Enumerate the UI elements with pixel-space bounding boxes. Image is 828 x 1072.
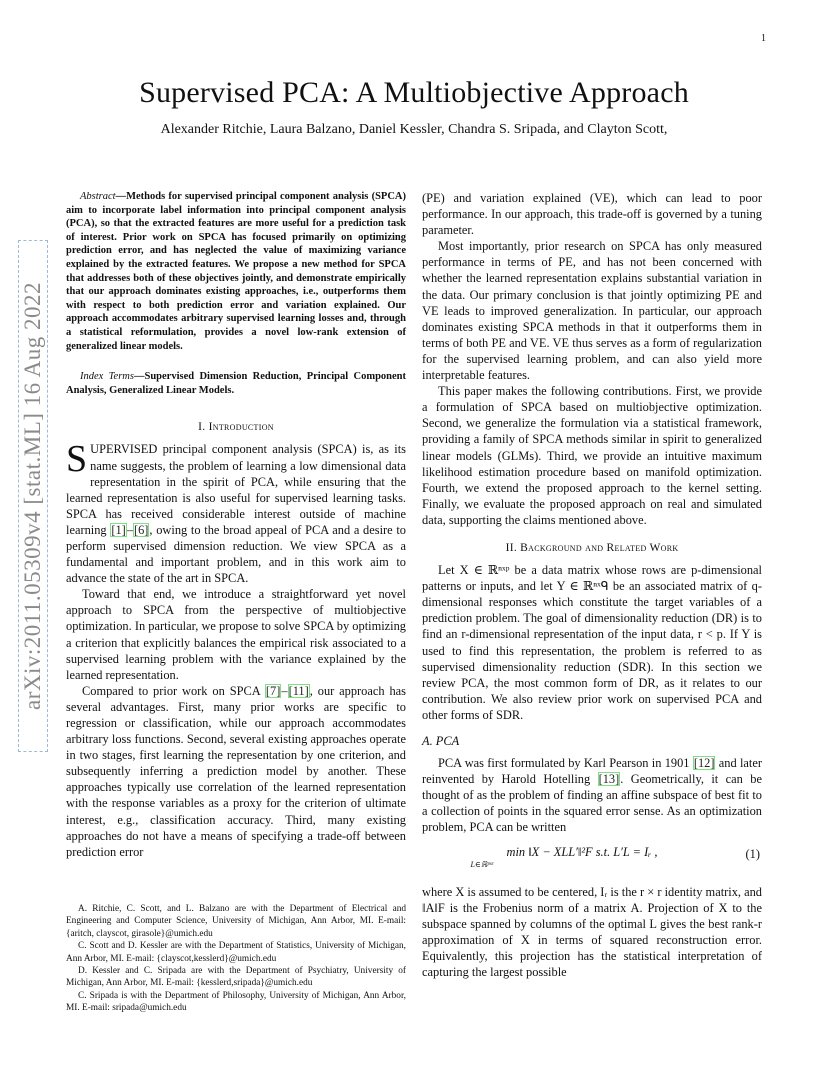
footnote: C. Sripada is with the Department of Philosophy, University of Michigan, Ann Arbor, MI. E-mail: sripada@umich.edu — [66, 990, 406, 1014]
right-column — [422, 190, 762, 980]
footnote: A. Ritchie, C. Scott, and L. Balzano are with the Department of Electrical and Engineering and Computer Science, University of Michigan, Ann Arbor, MI. E-mail: {aritch, clayscot, girasole}@umich.edu — [66, 904, 406, 939]
equation-body — [442, 844, 722, 873]
section-heading-introduction: I. Introduction — [198, 421, 274, 434]
equation-number: (1) — [745, 846, 760, 861]
paragraph-pca-history: PCA was first formulated by Karl Pearson in 1901 [12] and later reinvented by Harold Hotelling [13]. Geometrically, it can be thought of as the problem of finding an affine subspace of best fit to a collection of points in the squared error sense. As an optimization problem, PCA can be written — [422, 756, 762, 835]
abstract-label: Abstract — [80, 191, 116, 202]
author-list: Alexander Ritchie, Laura Balzano, Daniel Kessler, Chandra S. Sripada, and Clayton Scott, — [160, 122, 668, 137]
equation-1 — [422, 842, 762, 876]
index-terms-label: Index Terms — [80, 371, 134, 383]
citation-link[interactable]: [6] — [133, 522, 149, 537]
intro-paragraph-1: SUPERVISED principal component analysis (SPCA) is, as its name suggests, the problem of learning a low dimensional data representation in the spirit of PCA, while ensuring that the learned representation is also useful for supervised learning tasks. SPCA has received considerable interest outside of machine learning [1]–[6], owing to the broad appeal of PCA and a desire to perform supervised dimension reduction. We view SPCA as a fundamental and important problem, and in this work aim to advance the state of the art in SPCA. — [66, 438, 406, 586]
paragraph-pca-definition: where X is assumed to be centered, Iᵣ is the r × r identity matrix, and ‖A‖F is the Frobenius norm of a matrix A. Projection of X to the subspace spanned by columns of the optimal L gives the best rank-r approximation of X in terms of squared reconstruction error. Equivalently, this projection has the statistical interpretation of capturing the largest possible — [422, 884, 762, 980]
paragraph-importance: Most importantly, prior research on SPCA has only measured performance in terms of PE, and has not been concerned with whether the learned representation explains substantial variation in the data. Our primary conclusion is that jointly optimizing PE and VE leads to improved generalization. In particular, our approach dominates existing SPCA methods in that it outperforms them in terms of both PE and VE. VE thus serves as a form of regularization for the supervised learning problem, and can also yield more interpretable features. — [422, 239, 762, 383]
continued-paragraph: (PE) and variation explained (VE), which can lead to poor performance. In our approach, this trade-off is governed by a tuning parameter. — [422, 191, 762, 238]
citation-link[interactable]: [1] — [111, 522, 126, 537]
section-heading-background: II. Background and Related Work — [505, 541, 679, 554]
intro-paragraph-2: Toward that end, we introduce a straightforward yet novel approach to SPCA from the perspective of multiobjective optimization. In particular, we propose to solve SPCA by optimizing a criterion that explicitly balances the empirical risk associated to a supervised learning problem with the variance explained by the learned representation. — [66, 587, 406, 682]
equation-expression: min ‖X − XLL′‖²F s.t. L′L = Iᵣ , — [506, 844, 658, 859]
subsection-heading-pca: A. PCA — [422, 734, 460, 748]
citation-link[interactable]: [7] — [265, 683, 281, 698]
citation-link[interactable]: [13] — [598, 772, 620, 787]
footnotes — [66, 903, 406, 1015]
footnote: D. Kessler and C. Sripada are with the Department of Psychiatry, University of Michigan, Ann Arbor, MI. E-mail: {kesslerd,sripada}@umich.edu — [66, 966, 406, 989]
citation-link[interactable]: [12] — [693, 756, 715, 771]
footnote: C. Scott and D. Kessler are with the Department of Statistics, University of Michigan, Ann Arbor, MI. E-mail: {clayscot,kesslerd}@umich.edu — [66, 941, 406, 964]
left-column — [66, 190, 406, 860]
citation-link[interactable]: [11] — [288, 683, 309, 698]
abstract — [66, 190, 406, 353]
arxiv-identifier: arXiv:2011.05309v4 [stat.ML] 16 Aug 2022 — [20, 282, 45, 711]
page-number: 1 — [761, 33, 766, 44]
abstract-text: —Methods for supervised principal component analysis (SPCA) aim to incorporate label information into principal component analysis (PCA), so that the extracted features are more useful for a prediction task of interest. Prior work on SPCA has focused primarily on optimizing prediction error, and has neglected the value of maximizing variance explained by the extracted features. We propose a new method for SPCA that addresses both of these objectives jointly, and demonstrate empirically that our approach dominates existing approaches, i.e., outperforms them with respect to both prediction error and variation explained. Our approach accommodates arbitrary supervised learning losses and, through a statistical reformulation, provides a novel low-rank extension of generalized linear models. — [66, 191, 406, 352]
index-terms-text: —Supervised Dimension Reduction, Principal Component Analysis, Generalized Linear Models. — [66, 371, 406, 396]
index-terms — [66, 370, 406, 397]
paragraph-contributions: This paper makes the following contributions. First, we provide a formulation of SPCA based on multiobjective optimization. Second, we generalize the formulation via a statistical framework, providing a family of SPCA methods similar in spirit to generalized linear models (GLMs). Third, we provide an intuitive maximum likelihood estimation procedure based on manifold optimization. Fourth, we extend the proposed approach to the kernel setting. Finally, we evaluate the proposed approach on real and simulated data, supporting the claims mentioned above. — [422, 384, 762, 527]
intro-paragraph-3: Compared to prior work on SPCA [7]–[11], our approach has several advantages. First, many prior works are specific to regression or classification, while our approach accommodates arbitrary loss functions. Second, several existing approaches operate in two stages, first learning the representation by one criterion, and subsequently inferring a prediction model by another. These approaches typically use correlation of the learned representation with the response variables as a proxy for the criterion of ultimate interest, e.g., classification accuracy. Third, many existing approaches do not have a means of specifying a trade-off between prediction error — [66, 683, 406, 859]
arxiv-stamp[interactable] — [18, 240, 48, 752]
paragraph-notation: Let X ∈ ℝⁿˣᵖ be a data matrix whose rows are p-dimensional patterns or inputs, and let Y ∈ ℝⁿˣᑫ be an associated matrix of q-dimensional responses which constitute the target variables of a prediction problem. The goal of dimensionality reduction (DR) is to find an r-dimensional representation of the input data, r < p. If Y is used to find this representation, the problem is referred to as supervised dimensionality reduction (SDR). In this section we review PCA, the most common form of DR, as it relates to our contribution. We also review prior work on supervised PCA and other forms of SDR. — [422, 563, 762, 722]
equation-subscript: L∈ℝᵖˣʳ — [470, 859, 494, 869]
paper-title: Supervised PCA: A Multiobjective Approach — [139, 76, 689, 109]
dropcap: S — [66, 438, 88, 481]
